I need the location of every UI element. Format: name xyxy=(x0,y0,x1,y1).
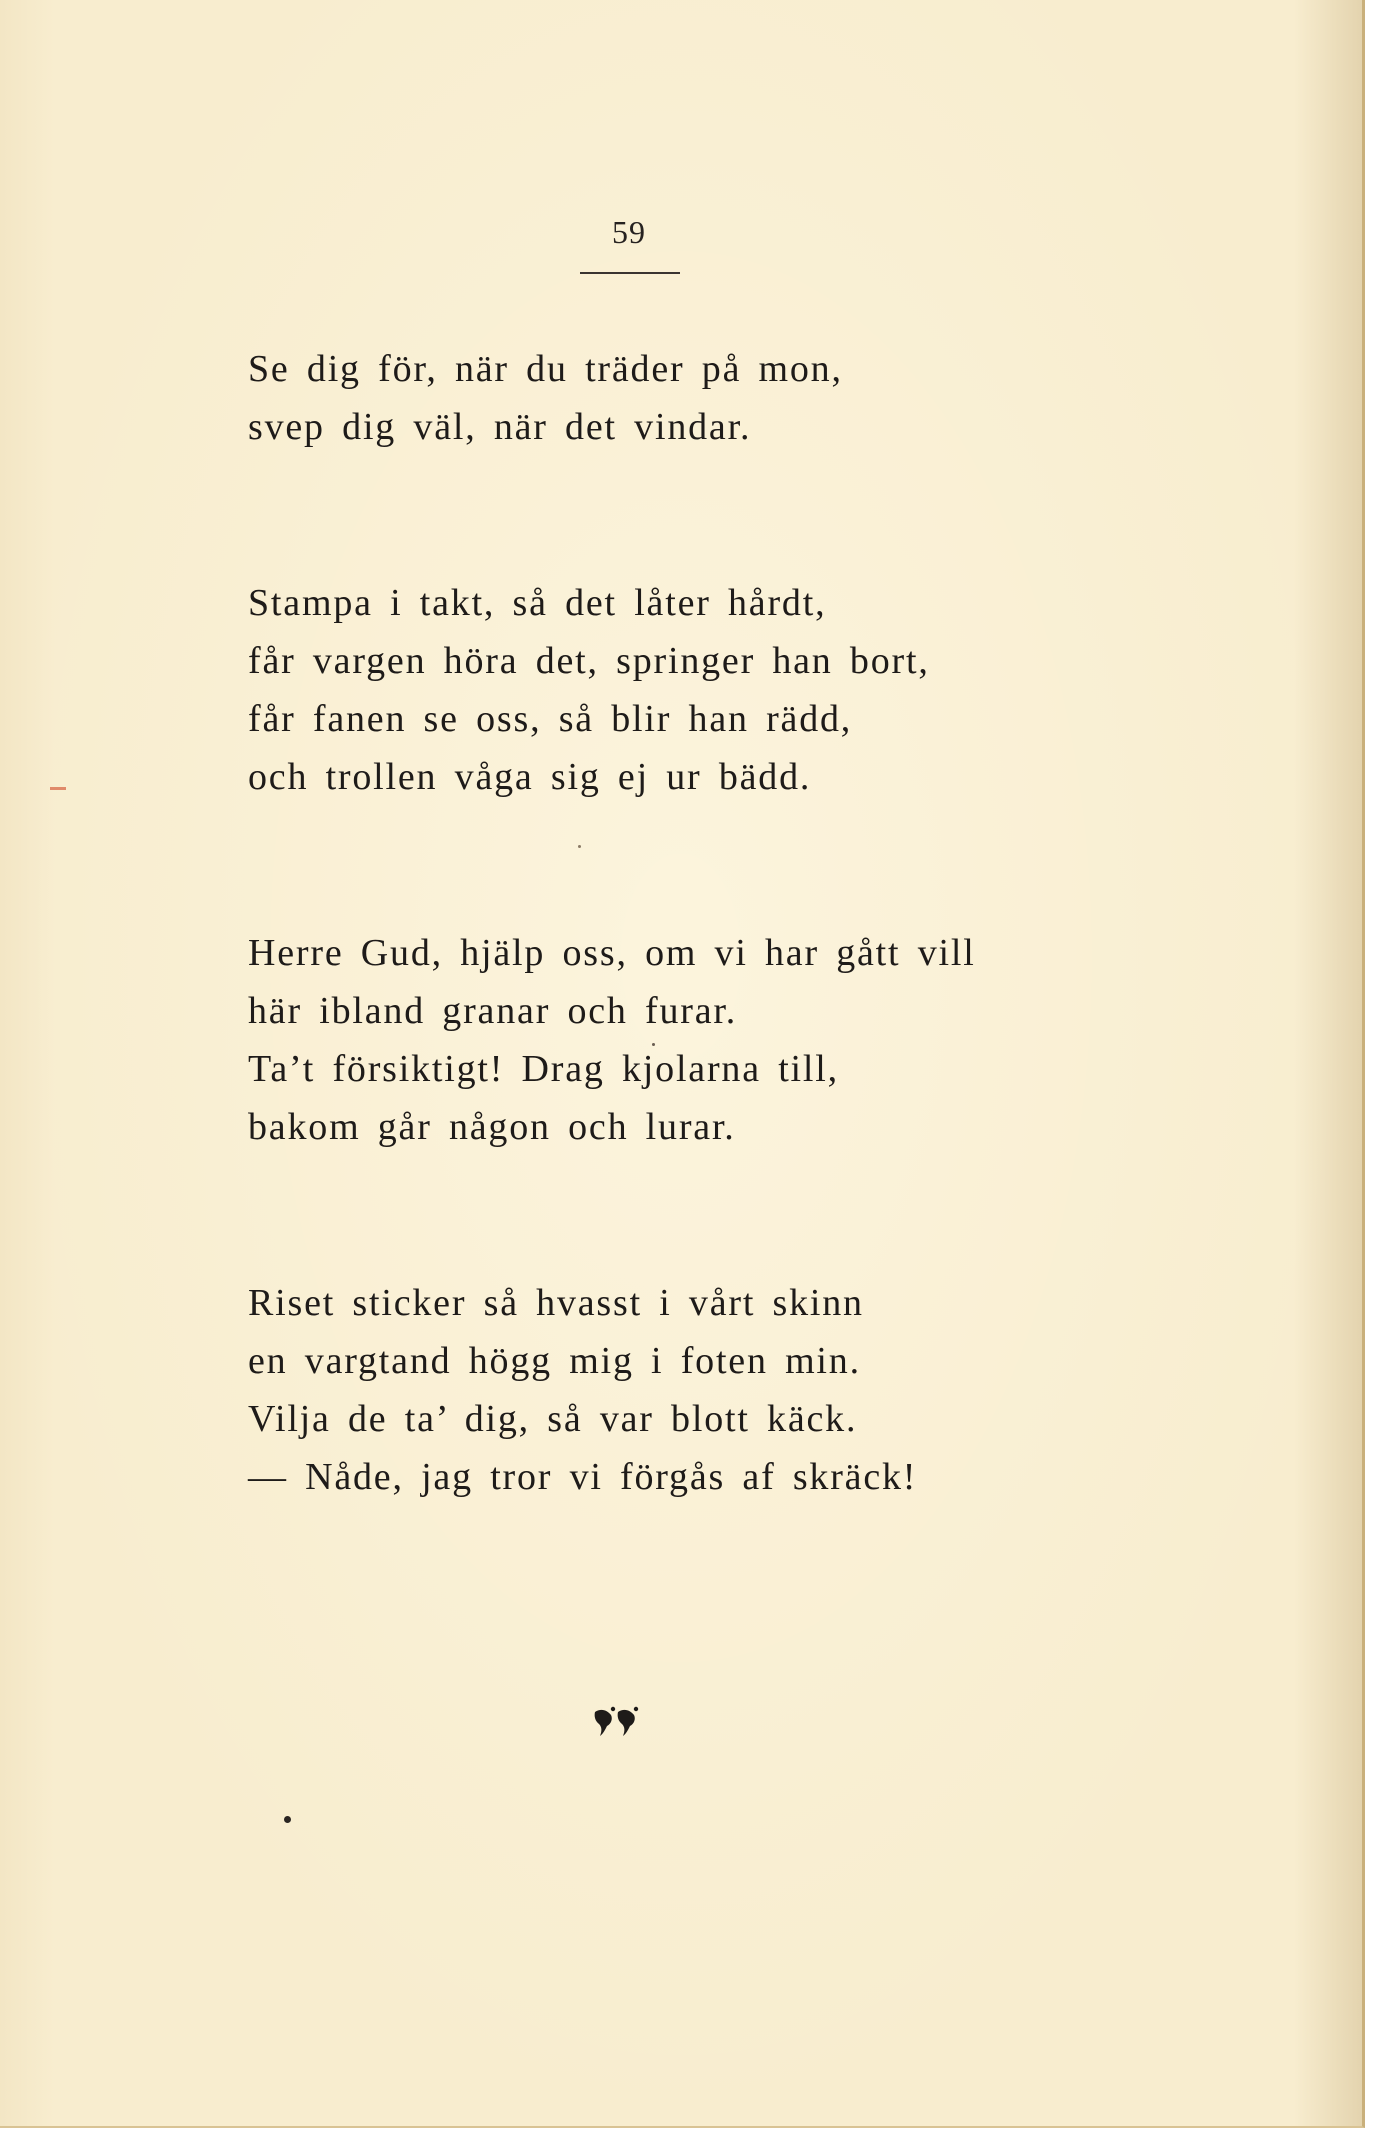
poem-line: Se dig för, när du träder på mon, xyxy=(248,348,843,390)
poem-line: Stampa i takt, så det låter hårdt, xyxy=(248,582,827,624)
poem-line: Ta’t försiktigt! Drag kjolarna till, xyxy=(248,1048,839,1090)
stanza-3 xyxy=(248,924,1108,1156)
poem-line: och trollen våga sig ej ur bädd. xyxy=(248,756,812,798)
poem-line: får fanen se oss, så blir han rädd, xyxy=(248,698,853,740)
poem-line: Vilja de ta’ dig, så var blott käck. xyxy=(248,1398,858,1440)
poem-line: får vargen höra det, springer han bort, xyxy=(248,640,930,682)
ink-speck xyxy=(652,1043,655,1046)
page-number-rule xyxy=(580,272,680,274)
ink-speck xyxy=(284,1816,291,1823)
poem-line: — Nåde, jag tror vi förgås af skräck! xyxy=(248,1456,918,1498)
stanza-1 xyxy=(248,340,1108,456)
double-leaf-fleuron-icon xyxy=(591,1704,641,1740)
stanza-2 xyxy=(248,574,1108,806)
poem-line: här ibland granar och furar. xyxy=(248,990,738,1032)
poem-line: svep dig väl, när det vindar. xyxy=(248,406,752,448)
poem-line: bakom går någon och lurar. xyxy=(248,1106,736,1148)
page-number: 59 xyxy=(612,214,646,250)
ink-speck xyxy=(578,845,581,848)
poem-line: Herre Gud, hjälp oss, om vi har gått vill xyxy=(248,932,976,974)
poem-line: en vargtand högg mig i foten min. xyxy=(248,1340,861,1382)
poem-line: Riset sticker så hvasst i vårt skinn xyxy=(248,1282,864,1324)
stanza-4 xyxy=(248,1274,1108,1506)
edge-mark xyxy=(50,787,66,790)
poem xyxy=(248,340,1108,1506)
